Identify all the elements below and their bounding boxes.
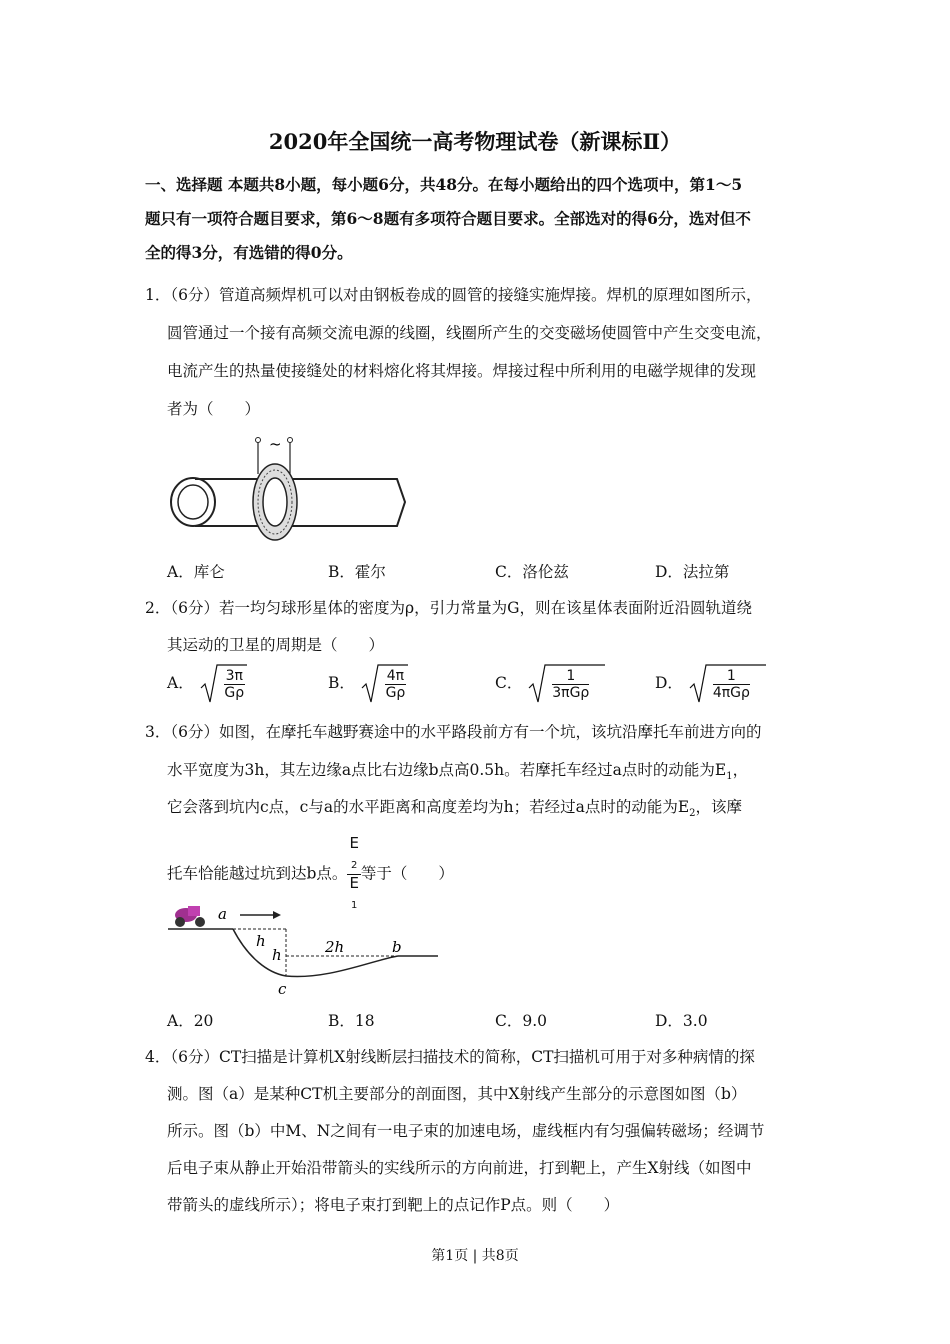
arrow-icon [273,911,281,919]
q3-frac-den: E [349,874,359,892]
q4-line-4: 后电子束从静止开始沿带箭头的实线所示的方向前进，打到靶上，产生X射线（如图中 [167,1159,752,1177]
q3-frac-num-sub: 2 [350,860,358,871]
q2-option-c-label: C． [495,674,523,692]
q2-option-a-label: A． [167,674,194,692]
page-footer: 第1页 | 共8页 [431,1248,519,1264]
q2-b-numerator: 4π [386,667,405,684]
q3-line-3 [167,797,742,824]
q2-option-d [655,662,750,706]
q3-line-3-sub: 2 [689,808,696,820]
label-b: b [392,938,402,956]
q2-c-numerator: 1 [552,668,589,685]
q1-line-1: 1．（6分）管道高频焊机可以对由钢板卷成的圆管的接缝实施焊接。焊机的原理如图所示， [145,286,762,304]
q2-line-1: 2．（6分）若一均匀球形星体的密度为ρ，引力常量为G，则在该星体表面附近沿圆轨道绕 [145,599,752,617]
q2-option-c [495,662,589,706]
q2-option-a [167,662,245,706]
q4-line-1: 4．（6分）CT扫描是计算机X射线断层扫描技术的简称，CT扫描机可用于对多种病情的探 [145,1048,755,1066]
q3-line-4-text: 托车恰能越过坑到达b点。 [167,864,348,883]
label-a: a [218,905,227,923]
q2-line-2: 其运动的卫星的周期是（ ） [167,636,385,654]
q3-option-b: B．18 [328,1012,375,1030]
q2-a-denominator: Gρ [224,684,245,701]
label-2h: 2h [325,938,345,956]
section-line-2: 题只有一项符合题目要求，第6～8题有多项符合题目要求。全部选对的得6分，选对但不 [145,209,751,228]
q2-d-numerator: 1 [713,668,750,685]
q2-d-denominator: 4πGρ [712,684,750,701]
q3-line-2-text: 水平宽度为3h，其左边缘a点比右边缘b点高0.5h。若摩托车经过a点时的动能为E [167,761,727,779]
label-c: c [278,980,287,998]
q3-option-a: A．20 [167,1012,214,1030]
q1-line-2: 圆管通过一个接有高频交流电源的线圈，线圈所产生的交变磁场使圆管中产生交变电流， [167,324,772,342]
q1-line-4: 者为（ ） [167,400,261,418]
q3-line-1: 3．（6分）如图，在摩托车越野赛途中的水平路段前方有一个坑，该坑沿摩托车前进方向的 [145,723,762,741]
label-h-lower: h [272,946,282,964]
q3-line-4-end: 等于（ ） [360,864,454,883]
q3-line-2-end: ， [732,761,749,779]
q4-line-5: 带箭头的虚线所示）；将电子束打到靶上的点记作P点。则（ ） [167,1196,620,1214]
q1-option-c: C．洛伦兹 [495,563,569,581]
q1-option-a: A．库仑 [167,563,225,581]
q2-option-b [328,662,406,706]
section-header [145,168,815,270]
q2-b-denominator: Gρ [385,684,406,701]
q3-line-3-end: ，该摩 [695,798,743,816]
q2-option-d-label: D． [655,674,683,692]
q4-line-3: 所示。图（b）中M、N之间有一电子束的加速电场，虚线框内有匀强偏转磁场；经调节 [167,1122,765,1140]
q1-line-3: 电流产生的热量使接缝处的材料熔化将其焊接。焊接过程中所利用的电磁学规律的发现 [167,362,757,380]
q3-option-c: C．9.0 [495,1012,548,1030]
label-h-upper: h [256,932,266,950]
q3-pit-figure [168,898,443,998]
q3-line-3-text: 它会落到坑内c点，c与a的水平距离和高度差均为h；若经过a点时的动能为E [167,798,690,816]
q1-option-b: B．霍尔 [328,563,386,581]
q3-option-d: D．3.0 [655,1012,708,1030]
q3-frac-num: E [349,834,359,852]
q2-option-b-label: B． [328,674,355,692]
q2-a-numerator: 3π [225,667,243,684]
section-line-3: 全的得3分，有选错的得0分。 [145,243,353,262]
q3-line-2-sub: 1 [726,771,733,783]
q4-line-2: 测。图（a）是某种CT机主要部分的剖面图，其中X射线产生部分的示意图如图（b） [167,1085,747,1103]
q3-frac-den-sub: 1 [350,900,358,911]
page-title: 2020年全国统一高考物理试卷（新课标Ⅱ） [268,129,682,154]
q2-c-denominator: 3πGρ [552,684,590,701]
q3-line-2 [167,760,748,787]
ac-source-symbol: ~ [269,435,282,453]
q1-option-d: D．法拉第 [655,563,730,581]
q1-pipe-figure [165,432,415,547]
section-line-1: 一、选择题 本题共8小题，每小题6分，共48分。在每小题给出的四个选项中，第1～5 [145,175,743,194]
